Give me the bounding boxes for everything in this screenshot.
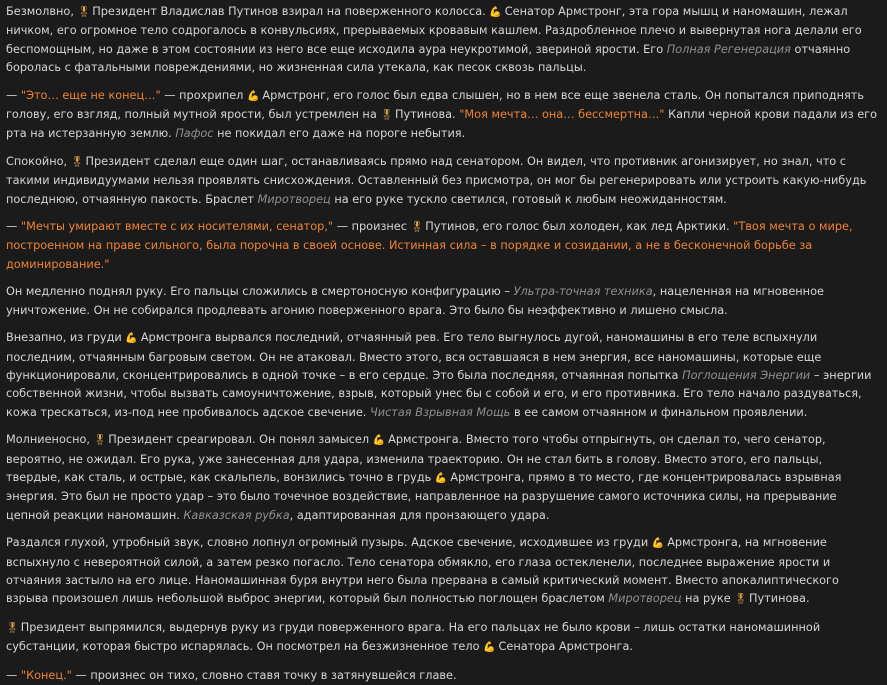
narration-text: —	[6, 220, 21, 234]
narration-text: – энергии собственной жизни, чтобы вызвать самоуничтожение, взрыв, который унес бы с собой и его, и его противника. Его тело начало раздуваться, кожа трескаться, из-под нее пробивалось адское свечение.	[6, 368, 872, 419]
narration-text: Президент Владислав Путинов взирал на поверженного колосса.	[92, 5, 490, 18]
flexed-biceps-icon: 💪	[651, 538, 665, 550]
story-paragraph	[6, 3, 879, 78]
ability-name: Чистая Взрывная Мощь	[370, 405, 511, 419]
ability-name: Пафос	[175, 127, 214, 141]
narration-text: Президент среагировал. Он понял замысел	[108, 433, 373, 447]
medal-icon: 🎖	[93, 435, 107, 447]
narration-text: Армстронга, на мгновение вспыхнуло с невероятной силой, а затем резко погасло. Тело сенатора обмякло, его глаза остекленели, последнее выражение ярости и отчаяния застыло на его лице. Наномашинная буря внутри него была прервана в самый критический момент. Вместо апокалиптического взрыва произошел лишь небольшой выброс энергии, который был полностью поглощен браслетом	[6, 536, 839, 606]
narration-text: на руке	[681, 592, 735, 606]
story-paragraph	[6, 283, 879, 320]
ability-name: Миротворец	[257, 192, 331, 206]
dialogue-quote: "Это… еще не конец…"	[20, 88, 161, 102]
narration-text: Капли черной крови падали из его рта на истерзанную землю.	[6, 108, 878, 141]
story-paragraph	[6, 153, 879, 209]
narration-text: , нацеленная на мгновенное уничтожение. Он не собирался продлевать агонию поверженного врага. Это было бы неэффективно и лишено смысла.	[6, 285, 824, 317]
dialogue-quote: "Мечты умирают вместе с их носителями, сенатор,"	[20, 220, 334, 234]
narration-text: Сенатора Армстронга.	[498, 640, 634, 654]
narration-text: Путинова.	[395, 108, 460, 122]
dialogue-quote: "Моя мечта… она… бессмертна…"	[459, 108, 665, 122]
flexed-biceps-icon: 💪	[483, 642, 496, 654]
narration-text: Безмолвно,	[6, 5, 78, 18]
story-paragraph	[6, 329, 879, 422]
medal-icon: 🎖	[410, 222, 424, 234]
narration-text: не покидал его даже на пороге небытия.	[213, 127, 466, 141]
flexed-biceps-icon: 💪	[246, 90, 260, 102]
dialogue-quote: "Конец."	[20, 668, 72, 682]
medal-icon: 🎖	[77, 7, 91, 18]
story-paragraph	[6, 431, 879, 525]
narration-text: Молниеносно,	[6, 433, 94, 447]
narration-text: Раздался глухой, утробный звук, словно лопнул огромный пузырь. Адское свечение, исходившее из груди	[6, 536, 652, 550]
flexed-biceps-icon: 💪	[489, 7, 502, 18]
narration-text: , адаптированная для пронзающего удара.	[289, 508, 550, 522]
narration-text: — прохрипел	[160, 88, 247, 102]
story-paragraph	[6, 619, 879, 658]
narration-text: Армстронга. Вместо того чтобы отпрыгнуть, он сделал то, чего сенатор, вероятно, не ожидал. Его рука, уже занесенная для удара, изменила траекторию. Он не стал бить в голову. Вместо этого, его пальцы, твердые, как сталь, и острые, как скальпель, вонзились точно в грудь	[6, 433, 826, 484]
ability-name: Кавказская рубка	[183, 508, 290, 522]
narration-text: Путинов, его голос был холоден, как лед Арктики.	[425, 220, 734, 234]
medal-icon: 🎖	[380, 110, 394, 122]
narration-text: на его руке тускло светился, готовый к любым неожиданностям.	[330, 192, 727, 206]
narration-text: Армстронга, прямо в то место, где концентрировалась взрывная энергия. Это был не просто удар – это было точечное воздействие, направленное на разрушение самого источника силы, на прерывание цепной реакции наномашин.	[6, 470, 842, 522]
flexed-biceps-icon: 💪	[125, 333, 138, 345]
flexed-biceps-icon: 💪	[372, 435, 386, 447]
narration-text: —	[6, 668, 21, 682]
ability-name: Поглощения Энергии	[682, 368, 811, 382]
narration-text: Он медленно поднял руку. Его пальцы сложились в смертоносную конфигурацию –	[6, 285, 514, 299]
medal-icon: 🎖	[70, 156, 84, 168]
narration-text: в ее самом отчаянном и финальном проявлении.	[510, 405, 808, 419]
narration-text: Путинова.	[748, 592, 810, 606]
story-paragraph	[6, 87, 879, 144]
narration-text: Президент сделал еще один шаг, останавливаясь прямо над сенатором. Он видел, что противник агонизирует, но знал, что с такими индивидуумами нельзя проявлять снисхождения. Оставленный без присмотра, он мог бы регенерировать или устроить какую-нибудь последнюю, отчаянную пакость. Браслет	[6, 154, 867, 206]
narration-text: Армстронга вырвался последний, отчаянный рев. Его тело выгнулось дугой, наномашины в его теле вспыхнули последним, отчаянным багровым светом. Он не атаковал. Вместо этого, вся оставшаяся в нем энергия, все наномашины, которые еще функционировали, сконцентрировались в одной точке – в его сердце. Это была последняя, отчаянная попытка	[6, 331, 822, 382]
narration-text: Внезапно, из груди	[6, 331, 126, 345]
narration-text: — произнес он тихо, словно ставя точку в затянувшейся главе.	[71, 668, 457, 682]
ability-name: Ультра-точная техника	[513, 285, 653, 299]
medal-icon: 🎖	[6, 622, 19, 634]
story-paragraph	[6, 534, 879, 610]
dialogue-quote: "Твоя мечта о мире, построенном на праве сильного, была порочна в своей основе. Истинная сила – в порядке и созидании, а не в бесконечной борьбе за доминирование."	[6, 220, 853, 271]
story-paragraph	[6, 667, 879, 685]
narration-text: Спокойно,	[6, 154, 71, 168]
narration-text: —	[6, 88, 21, 102]
narration-text: отчаянно боролась с фатальными повреждениями, но жизненная сила утекала, как песок сквозь пальцы.	[6, 42, 851, 75]
ability-name: Миротворец	[608, 592, 682, 606]
story-paragraph	[6, 218, 879, 274]
narration-text: Президент выпрямился, выдернув руку из груди поверженного врага. На его пальцах не было крови – лишь остатки наномашинной субстанции, которая быстро испарялась. Он посмотрел на безжизненное тело	[6, 620, 821, 654]
ability-name: Полная Регенерация	[666, 42, 791, 56]
medal-icon: 🎖	[734, 594, 747, 606]
narration-text: Армстронг, его голос был едва слышен, но в нем все еще звенела сталь. Он попытался приподнять голову, его взгляд, полный мутной ярости, был устремлен на	[6, 88, 865, 122]
narration-text: Сенатор Армстронг, эта гора мышц и наномашин, лежал ничком, его огромное тело содрогалось в конвульсиях, прерываемых кровавым кашлем. Раздробленное плечо и вывернутая нога делали его беспомощным, но даже в этом состоянии из него все еще исходила аура неукротимой, звериной ярости. Его	[6, 5, 862, 56]
narration-text: — произнес	[333, 220, 411, 234]
flexed-biceps-icon: 💪	[434, 472, 448, 484]
